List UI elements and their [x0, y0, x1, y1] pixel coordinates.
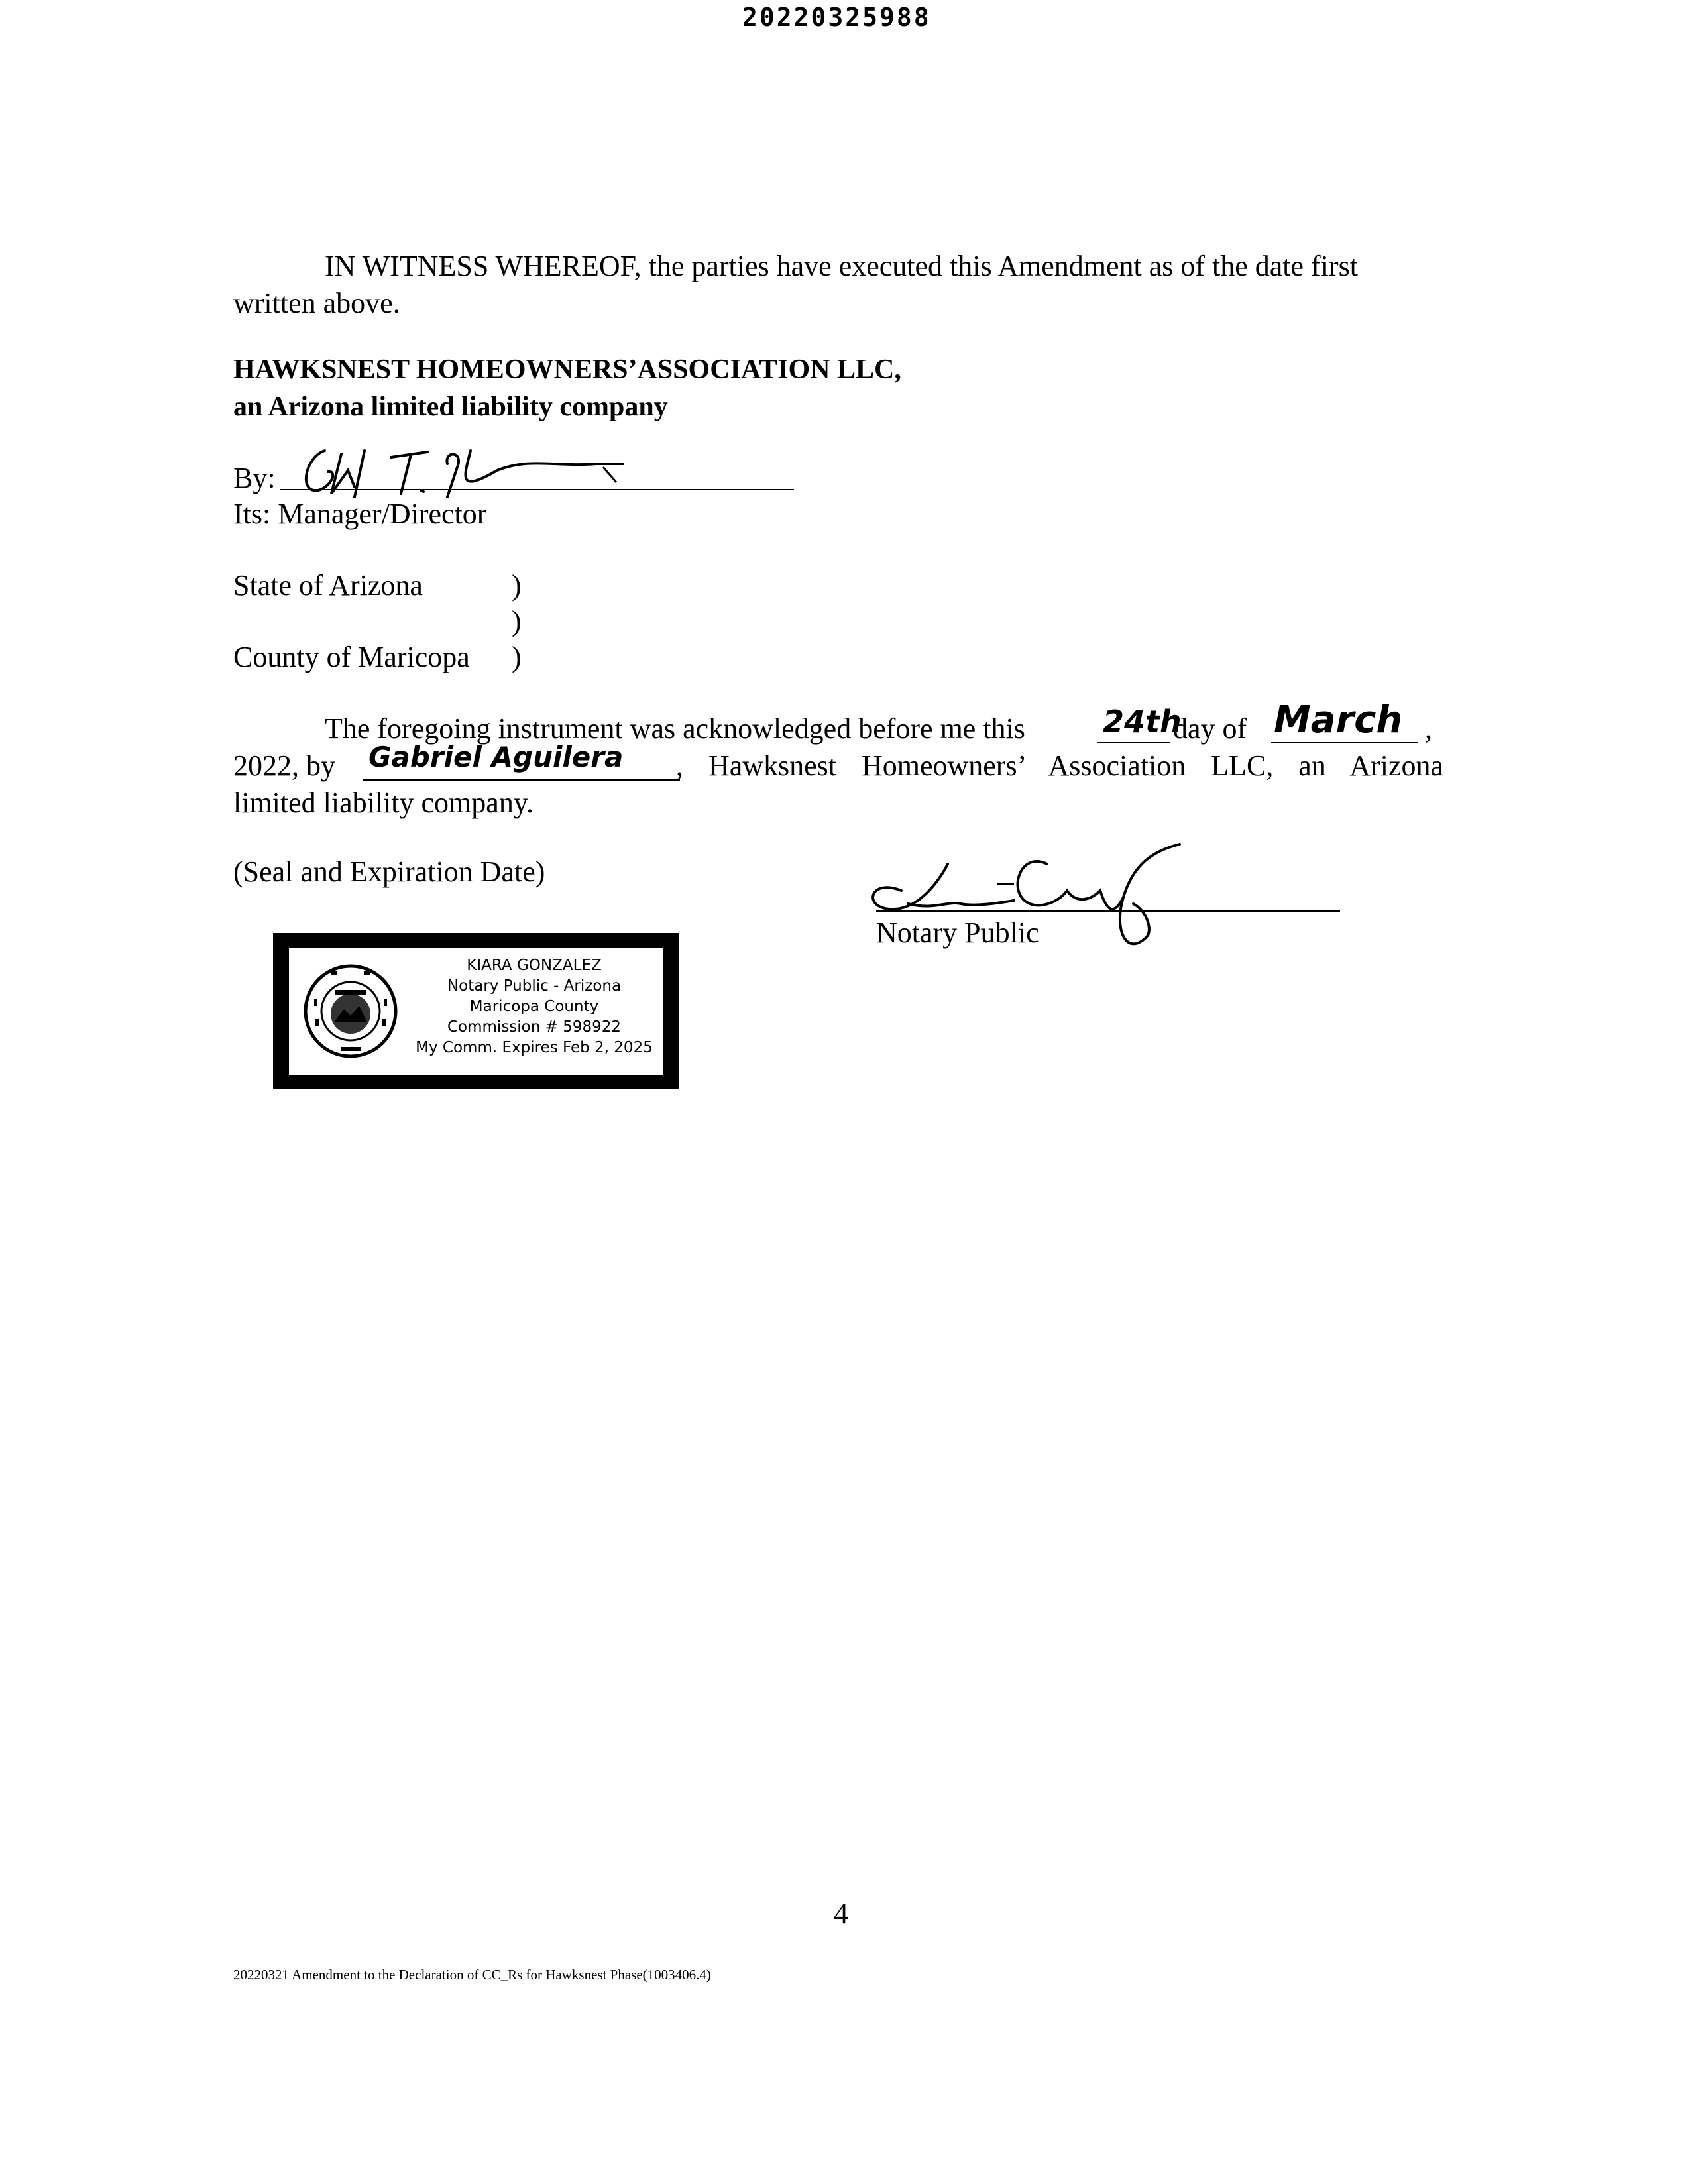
- ack-line-1a: The foregoing instrument was acknowledged before me this: [325, 712, 1025, 745]
- stamp-expiration: My Comm. Expires Feb 2, 2025: [416, 1039, 653, 1056]
- page-number: 4: [834, 1897, 848, 1930]
- notary-stamp: [273, 933, 679, 1089]
- stamp-county: Maricopa County: [469, 998, 599, 1015]
- footer-reference: 20220321 Amendment to the Declaration of CC_Rs for Hawksnest Phase(1003406.4): [233, 1967, 711, 1983]
- company-name: HAWKSNEST HOMEOWNERS’ASSOCIATION LLC,: [233, 355, 901, 385]
- witness-line-2: written above.: [233, 287, 400, 319]
- state-seal-image: [301, 959, 400, 1063]
- stamp-notary-title: Notary Public - Arizona: [447, 977, 622, 995]
- month-handwritten: March: [1274, 698, 1403, 741]
- venue-county: County of Maricopa: [233, 641, 470, 673]
- ack-line-2a: 2022, by: [233, 749, 335, 782]
- notary-stamp-inner: [285, 944, 667, 1079]
- venue-state: State of Arizona: [233, 569, 423, 602]
- name-handwritten: Gabriel Aguilera: [368, 741, 624, 773]
- venue-paren-3: ): [512, 641, 522, 673]
- stamp-notary-name: KIARA GONZALEZ: [467, 957, 602, 974]
- company-description: an Arizona limited liability company: [233, 392, 668, 422]
- name-blank: [363, 779, 680, 781]
- day-handwritten: 24th: [1103, 704, 1182, 739]
- seal-label: (Seal and Expiration Date): [233, 855, 545, 888]
- venue-paren-2: ): [512, 605, 522, 637]
- ack-line-1c: ,: [1425, 712, 1432, 745]
- stamp-text-block: [402, 956, 667, 1058]
- document-number: 20220325988: [742, 3, 931, 32]
- notary-label: Notary Public: [876, 916, 1039, 949]
- month-blank: [1271, 742, 1418, 743]
- ack-line-2b: , Hawksnest Homeowners’ Association LLC, an Arizona: [676, 749, 1443, 782]
- witness-line-1: IN WITNESS WHEREOF, the parties have executed this Amendment as of the date first: [325, 250, 1358, 282]
- ack-line-3: limited liability company.: [233, 787, 534, 819]
- notary-signature-line: [876, 910, 1340, 912]
- its-label: Its: Manager/Director: [233, 498, 487, 530]
- by-label: By:: [233, 462, 276, 494]
- ack-line-1b: day of: [1173, 712, 1247, 745]
- day-blank: [1097, 742, 1170, 743]
- stamp-commission: Commission # 598922: [447, 1018, 622, 1036]
- venue-paren-1: ): [512, 569, 522, 602]
